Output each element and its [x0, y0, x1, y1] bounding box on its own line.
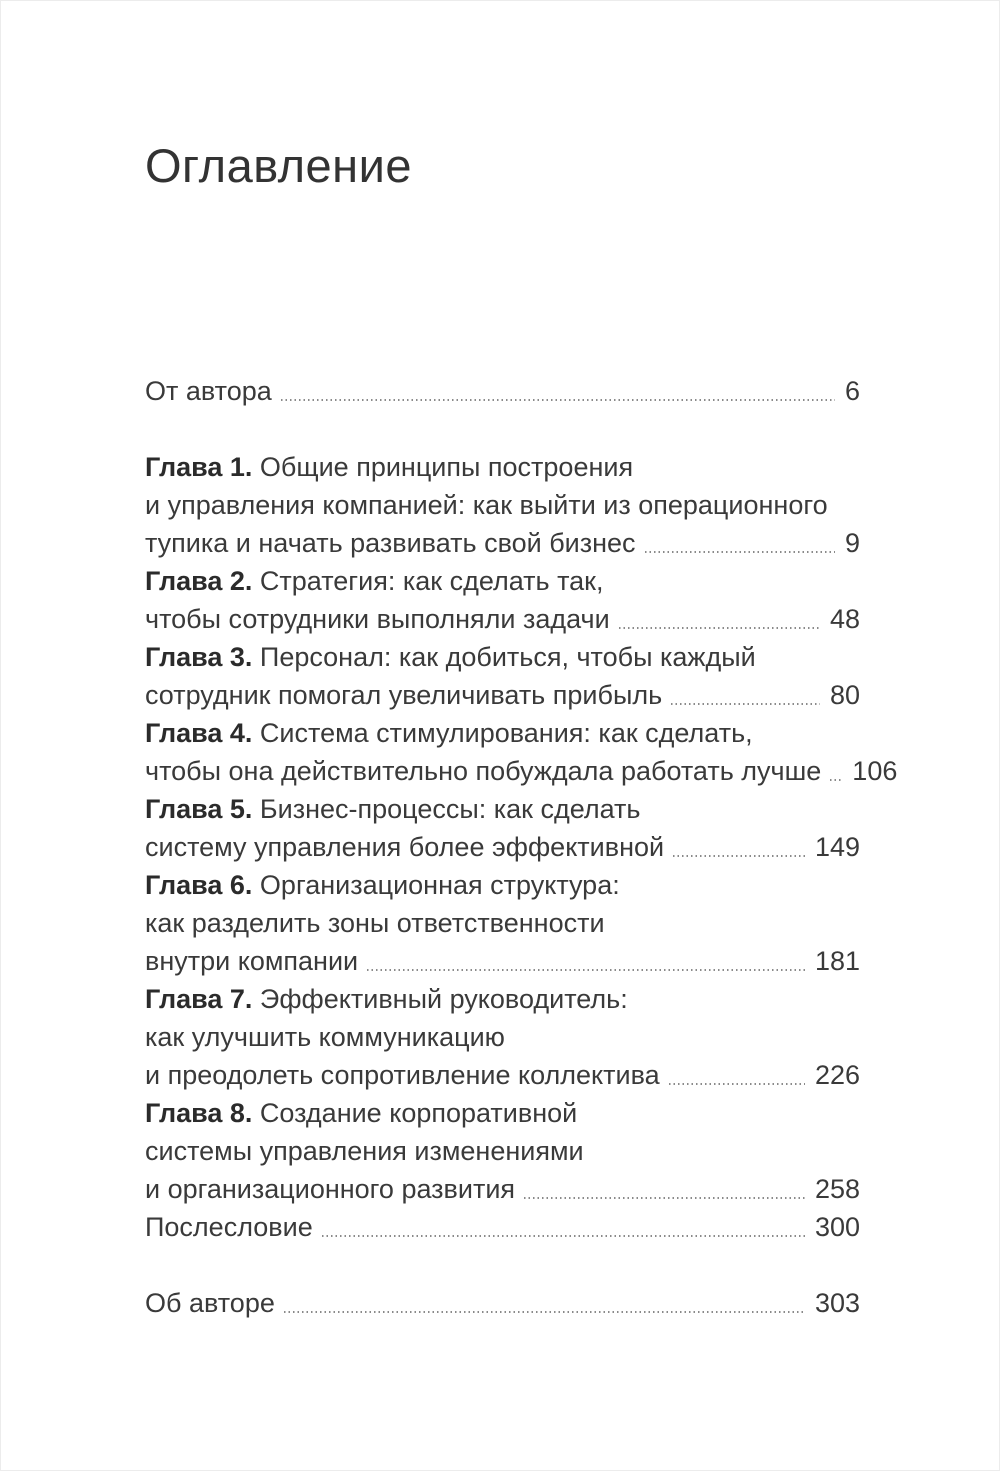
toc-text: Об авторе [145, 1288, 275, 1318]
toc-line [145, 752, 898, 790]
page-number: 9 [844, 528, 860, 558]
toc-line [145, 866, 860, 904]
toc-line [145, 486, 860, 524]
page-number: 303 [814, 1288, 860, 1318]
toc-line [145, 638, 860, 676]
page-number: 149 [814, 832, 860, 862]
toc-line [145, 904, 860, 942]
dot-leader [524, 1197, 805, 1199]
toc-entry [145, 638, 860, 714]
chapter-label: Глава 7. [145, 984, 260, 1014]
toc-text: Глава 1. Общие принципы построения [145, 452, 634, 482]
toc-entries [145, 372, 898, 1322]
toc-text: систему управления более эффективной [145, 832, 665, 862]
toc-text: сотрудник помогал увеличивать прибыль [145, 680, 663, 710]
page-number: 258 [814, 1174, 860, 1204]
toc-entry [145, 372, 860, 410]
toc-text: как улучшить коммуникацию [145, 1022, 505, 1052]
toc-line [145, 448, 860, 486]
toc-content [145, 138, 898, 1322]
dot-leader [619, 627, 820, 629]
toc-text: Глава 7. Эффективный руководитель: [145, 984, 628, 1014]
toc-line [145, 562, 860, 600]
page-number: 6 [844, 376, 860, 406]
chapter-label: Глава 6. [145, 870, 260, 900]
page-number: 181 [814, 946, 860, 976]
toc-text: Глава 3. Персонал: как добиться, чтобы каждый [145, 642, 756, 672]
toc-line [145, 1132, 860, 1170]
toc-line [145, 600, 860, 638]
toc-text: Глава 5. Бизнес-процессы: как сделать [145, 794, 641, 824]
toc-text: тупика и начать развивать свой бизнес [145, 528, 636, 558]
toc-line [145, 1284, 860, 1322]
toc-text: внутри компании [145, 946, 359, 976]
chapter-label: Глава 3. [145, 642, 260, 672]
toc-line [145, 828, 860, 866]
toc-text: как разделить зоны ответственности [145, 908, 605, 938]
chapter-label: Глава 4. [145, 718, 260, 748]
toc-line [145, 1056, 860, 1094]
dot-leader [671, 703, 820, 705]
chapter-label: Глава 5. [145, 794, 260, 824]
toc-line [145, 1208, 860, 1246]
toc-text: Глава 2. Стратегия: как сделать так, [145, 566, 604, 596]
toc-entry [145, 980, 860, 1094]
dot-leader [669, 1083, 805, 1085]
toc-line [145, 1094, 860, 1132]
chapter-label: Глава 1. [145, 452, 260, 482]
toc-entry [145, 562, 860, 638]
toc-line [145, 942, 860, 980]
toc-text: Послесловие [145, 1212, 313, 1242]
toc-text: чтобы сотрудники выполняли задачи [145, 604, 610, 634]
toc-entry [145, 1208, 860, 1246]
toc-text: Глава 6. Организационная структура: [145, 870, 620, 900]
page-number: 48 [829, 604, 860, 634]
page-number: 226 [814, 1060, 860, 1090]
toc-text: Глава 4. Система стимулирования: как сделать, [145, 718, 753, 748]
dot-leader [281, 399, 835, 401]
toc-line [145, 524, 860, 562]
dot-leader [367, 969, 805, 971]
chapter-label: Глава 8. [145, 1098, 260, 1128]
page-title: Оглавление [145, 139, 413, 192]
page-number: 300 [814, 1212, 860, 1242]
toc-text: и организационного развития [145, 1174, 516, 1204]
toc-entry [145, 1284, 860, 1322]
dot-leader [322, 1235, 805, 1237]
toc-line [145, 980, 860, 1018]
toc-entry [145, 866, 860, 980]
toc-text: чтобы она действительно побуждала работать лучше [145, 756, 822, 786]
dot-leader [284, 1311, 805, 1313]
dot-leader [645, 551, 835, 553]
toc-text: От автора [145, 376, 272, 406]
toc-text: и преодолеть сопротивление коллектива [145, 1060, 660, 1090]
toc-line [145, 714, 860, 752]
page-number: 106 [852, 756, 898, 786]
toc-text: системы управления изменениями [145, 1136, 584, 1166]
toc-text: и управления компанией: как выйти из операционного [145, 490, 828, 520]
toc-entry [145, 448, 860, 562]
toc-line [145, 1018, 860, 1056]
dot-leader [673, 855, 805, 857]
toc-line [145, 1170, 860, 1208]
page-number: 80 [829, 680, 860, 710]
toc-entry [145, 1094, 860, 1208]
toc-entry [145, 714, 898, 790]
toc-text: Глава 8. Создание корпоративной [145, 1098, 578, 1128]
dot-leader [830, 779, 842, 781]
toc-line [145, 372, 860, 410]
toc-entry [145, 790, 860, 866]
toc-line [145, 676, 860, 714]
chapter-label: Глава 2. [145, 566, 260, 596]
toc-line [145, 790, 860, 828]
